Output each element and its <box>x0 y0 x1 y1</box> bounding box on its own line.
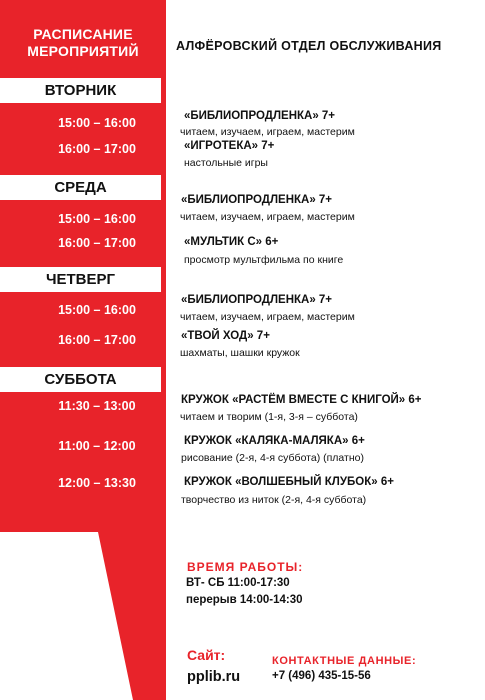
event-description: творчество из ниток (2-я, 4-я суббота) <box>181 494 367 506</box>
event-time: 15:00 – 16:00 <box>58 303 136 317</box>
day-thursday: ЧЕТВЕРГ <box>0 267 161 292</box>
event-title: «ИГРОТЕКА» 7+ <box>184 140 275 152</box>
event-title: «БИБЛИОПРОДЛЕНКА» 7+ <box>181 294 333 306</box>
event-description: читаем, изучаем, играем, мастерим <box>180 211 355 223</box>
event-description: рисование (2-я, 4-я суббота) (платно) <box>181 452 364 464</box>
department-name: АЛФЁРОВСКИЙ ОТДЕЛ ОБСЛУЖИВАНИЯ <box>176 39 442 53</box>
day-saturday: СУББОТА <box>0 367 161 392</box>
schedule-title <box>8 26 158 60</box>
event-time: 15:00 – 16:00 <box>58 212 136 226</box>
working-hours-break: перерыв 14:00-14:30 <box>186 594 303 606</box>
event-title: КРУЖОК «РАСТЁМ ВМЕСТЕ С КНИГОЙ» 6+ <box>181 394 422 406</box>
event-time: 16:00 – 17:00 <box>58 236 136 250</box>
day-wednesday: СРЕДА <box>0 175 161 200</box>
schedule-title-line1: РАСПИСАНИЕ <box>33 26 133 42</box>
event-title: КРУЖОК «КАЛЯКА-МАЛЯКА» 6+ <box>184 435 365 447</box>
event-time: 16:00 – 17:00 <box>58 142 136 156</box>
event-description: читаем, изучаем, играем, мастерим <box>180 126 355 138</box>
event-description: шахматы, шашки кружок <box>180 347 300 359</box>
site-link[interactable]: pplib.ru <box>187 669 241 685</box>
event-time: 15:00 – 16:00 <box>58 116 136 130</box>
event-time: 11:30 – 13:00 <box>58 399 136 413</box>
working-hours-title: ВРЕМЯ РАБОТЫ: <box>187 560 304 574</box>
event-description: читаем, изучаем, играем, мастерим <box>180 311 355 323</box>
event-description: просмотр мультфильма по книге <box>184 254 344 266</box>
event-description: настольные игры <box>184 157 268 169</box>
event-title: КРУЖОК «ВОЛШЕБНЫЙ КЛУБОК» 6+ <box>184 476 394 488</box>
day-tuesday: ВТОРНИК <box>0 78 161 103</box>
event-time: 16:00 – 17:00 <box>58 333 136 347</box>
contact-phone: +7 (496) 435-15-56 <box>272 670 371 682</box>
event-title: «БИБЛИОПРОДЛЕНКА» 7+ <box>181 194 333 206</box>
schedule-title-line2: МЕРОПРИЯТИЙ <box>27 43 139 59</box>
event-title: «МУЛЬТИК С» 6+ <box>184 236 279 248</box>
event-time: 11:00 – 12:00 <box>58 439 136 453</box>
contacts-label: КОНТАКТНЫЕ ДАННЫЕ: <box>272 655 417 667</box>
working-hours-days: ВТ- СБ 11:00-17:30 <box>186 577 290 589</box>
event-description: читаем и творим (1-я, 3-я – суббота) <box>180 411 358 423</box>
event-time: 12:00 – 13:30 <box>58 476 136 490</box>
site-label: Сайт: <box>187 647 226 663</box>
event-title: «БИБЛИОПРОДЛЕНКА» 7+ <box>184 110 336 122</box>
event-title: «ТВОЙ ХОД» 7+ <box>181 330 270 342</box>
